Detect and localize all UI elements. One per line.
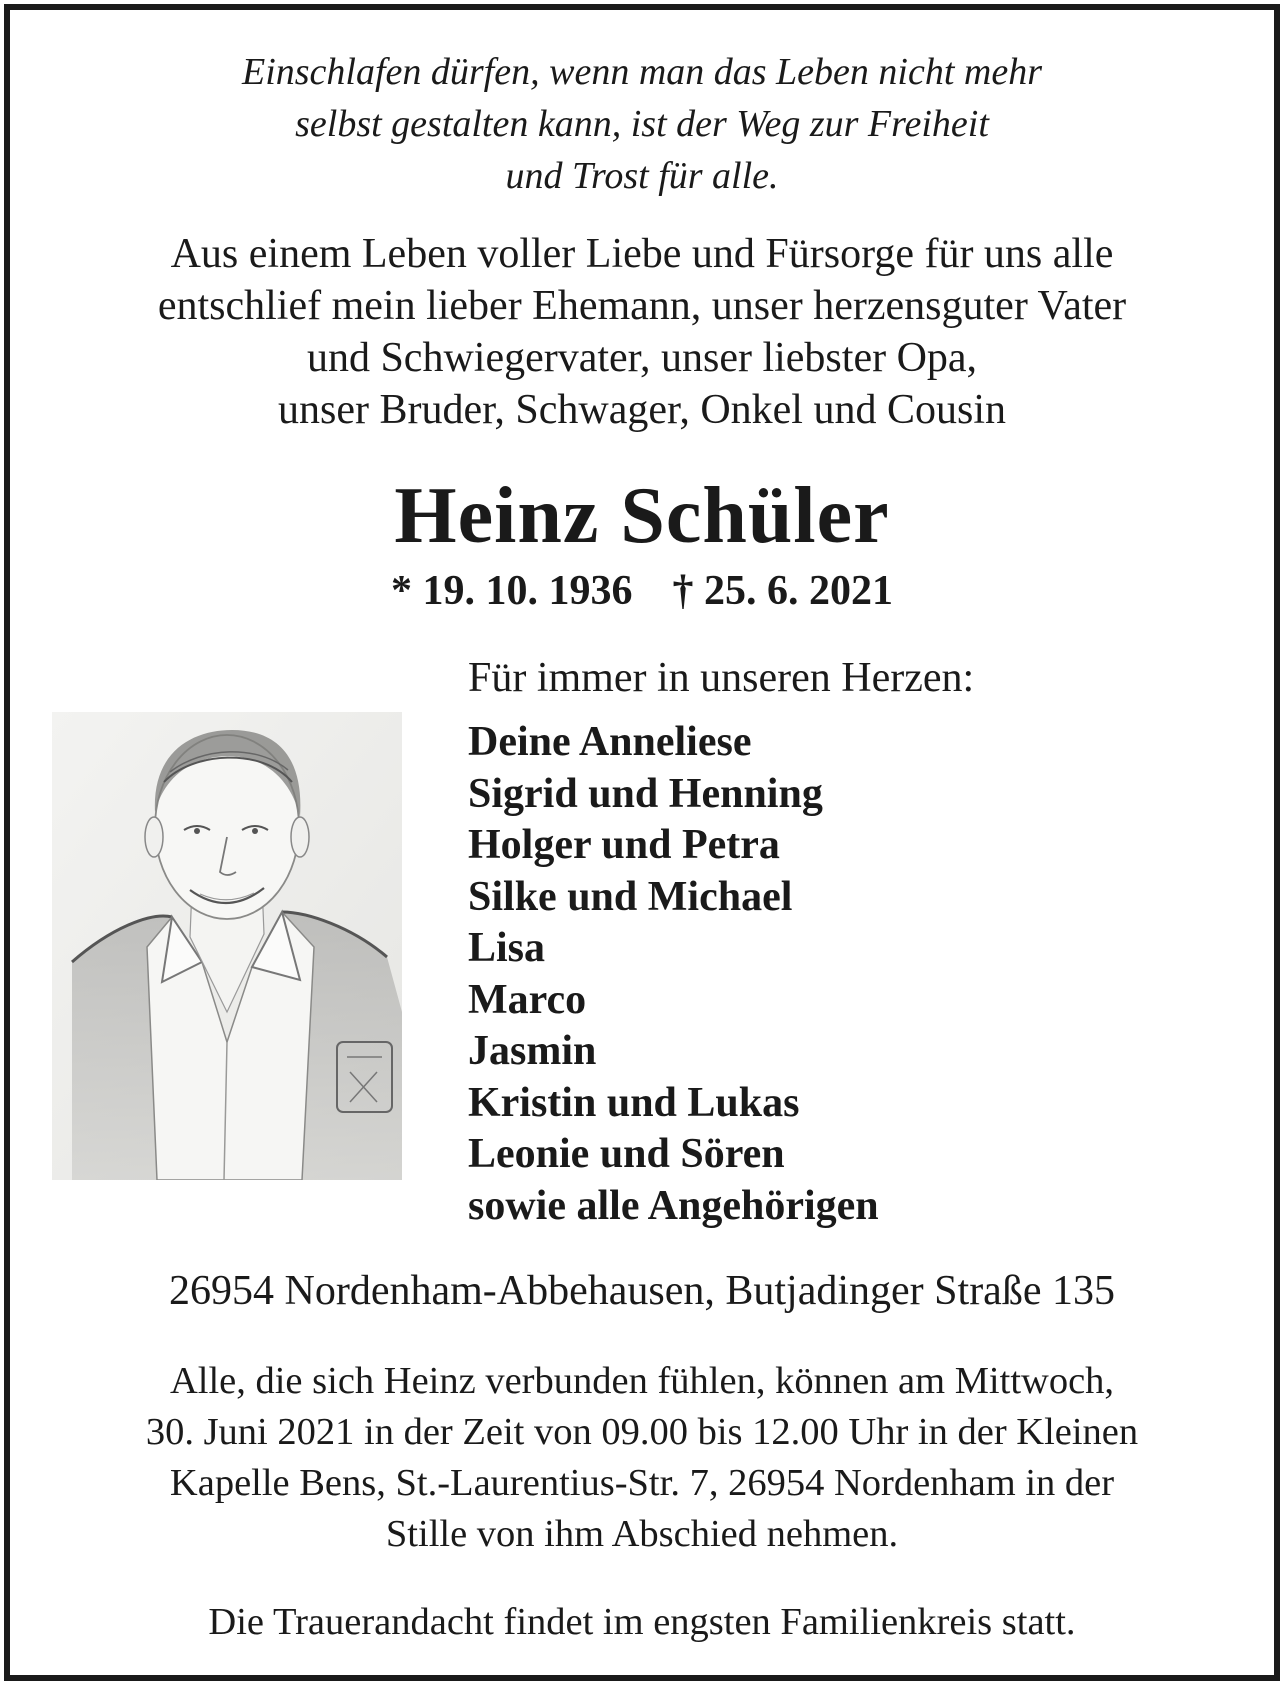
death-date: † 25. 6. 2021 bbox=[672, 568, 893, 614]
intro-line: unser Bruder, Schwager, Onkel und Cousin bbox=[277, 387, 1006, 433]
family-heading: Für immer in unseren Herzen: bbox=[468, 655, 975, 701]
intro-line: entschlief mein lieber Ehemann, unser herzensguter Vater bbox=[157, 283, 1127, 329]
life-dates bbox=[10, 564, 1274, 618]
family-member: Silke und Michael bbox=[468, 873, 793, 920]
family-member: sowie alle Angehörigen bbox=[468, 1182, 879, 1229]
family-list bbox=[468, 717, 879, 1232]
obituary-frame bbox=[4, 4, 1280, 1681]
family-member: Marco bbox=[468, 976, 587, 1023]
notice-line: 30. Juni 2021 in der Zeit von 09.00 bis 12.00 Uhr in der Kleinen bbox=[145, 1411, 1139, 1453]
motto-quote bbox=[10, 46, 1274, 202]
intro-text bbox=[10, 228, 1274, 436]
notice-line: Kapelle Bens, St.-Laurentius-Str. 7, 26954 Nordenham in der bbox=[169, 1462, 1115, 1504]
family-member: Jasmin bbox=[468, 1028, 597, 1074]
family-member: Kristin und Lukas bbox=[468, 1079, 800, 1126]
intro-line: und Schwiegervater, unser liebster Opa, bbox=[306, 335, 978, 381]
motto-line: und Trost für alle. bbox=[505, 155, 779, 197]
notice-line: Stille von ihm Abschied nehmen. bbox=[385, 1513, 899, 1555]
family-member: Lisa bbox=[468, 925, 546, 971]
birth-date: * 19. 10. 1936 bbox=[391, 568, 633, 614]
family-member: Sigrid und Henning bbox=[468, 770, 823, 817]
family-member: Deine Anneliese bbox=[468, 719, 752, 765]
family-member: Holger und Petra bbox=[468, 822, 780, 868]
motto-line: Einschlafen dürfen, wenn man das Leben nicht mehr bbox=[241, 51, 1042, 93]
family-member: Leonie und Sören bbox=[468, 1131, 785, 1177]
closing-note: Die Trauerandacht findet im engsten Familienkreis statt. bbox=[208, 1601, 1076, 1643]
motto-line: selbst gestalten kann, ist der Weg zur Freiheit bbox=[295, 103, 989, 145]
notice-line: Alle, die sich Heinz verbunden fühlen, können am Mittwoch, bbox=[169, 1360, 1115, 1402]
intro-line: Aus einem Leben voller Liebe und Fürsorge für uns alle bbox=[170, 231, 1114, 277]
family-address: 26954 Nordenham-Abbehausen, Butjadinger Straße 135 bbox=[169, 1268, 1115, 1314]
farewell-notice bbox=[10, 1356, 1274, 1560]
deceased-name: Heinz Schüler bbox=[394, 472, 890, 560]
pencil-sketch-portrait-icon bbox=[52, 712, 402, 1180]
